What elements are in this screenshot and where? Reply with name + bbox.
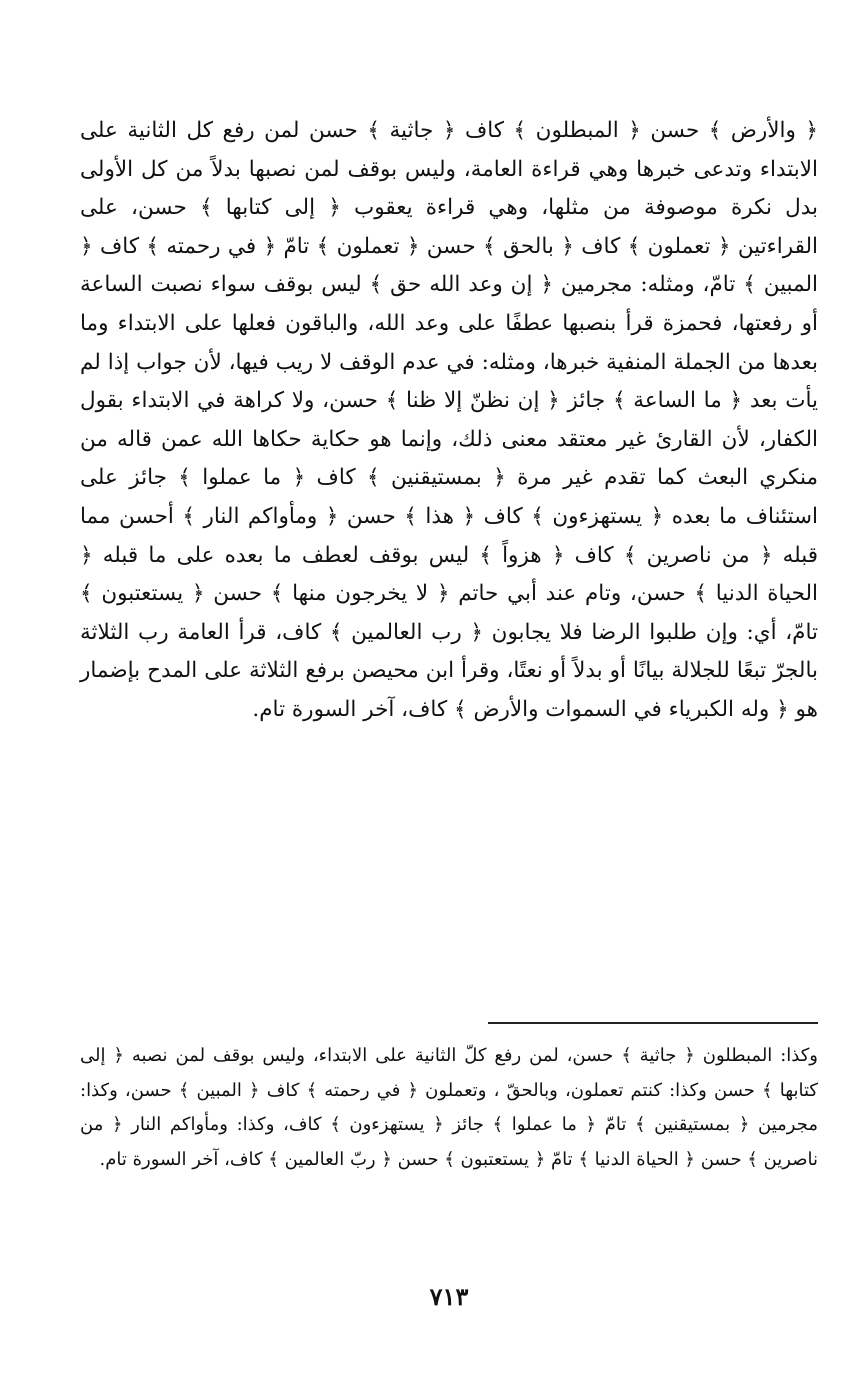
footnote-text: وكذا: المبطلون ﴿ جاثية ﴾ حسن، لمن رفع كلّ الثانية على الابتداء، وليس بوقف لمن نصبه ﴿ إلى كتابها ﴾ حسن وكذا: كنتم تعملون، وبالحقّ ، وتعملون ﴿ في رحمته ﴾ كاف ﴿ المبين ﴾ حسن، وكذا: مجرمين ﴿ بمستيقنين ﴾ تامّ ﴿ ما عملوا ﴾ جائز ﴿ يستهزءون ﴾ كاف، وكذا: ومأواكم النار ﴿ من ناصرين ﴾ حسن ﴿ الحياة الدنيا ﴾ تامّ ﴿ يستعتبون ﴾ حسن ﴿ ربّ العالمين ﴾ كاف، آخر السورة تام. bbox=[80, 1045, 818, 1170]
book-page bbox=[80, 112, 818, 1352]
footnote-separator bbox=[488, 1022, 818, 1024]
main-body-text: ﴿ والأرض ﴾ حسن ﴿ المبطلون ﴾ كاف ﴿ جاثية ﴾ حسن لمن رفع كل الثانية على الابتداء وتدعى خبرها وهي قراءة العامة، وليس بوقف لمن نصبها بدلاً من كل الأولى بدل نكرة موصوفة من مثلها، وهي قراءة يعقوب ﴿ إلى كتابها ﴾ حسن، على القراءتين ﴿ تعملون ﴾ كاف ﴿ بالحق ﴾ حسن ﴿ تعملون ﴾ تامّ ﴿ في رحمته ﴾ كاف ﴿ المبين ﴾ تامّ، ومثله: مجرمين ﴿ إن وعد الله حق ﴾ ليس بوقف سواء نصبت الساعة أو رفعتها، فحمزة قرأ بنصبها عطفًا على وعد الله، والباقون فعلها على الابتداء وما بعدها من الجملة المنفية خبرها، ومثله: في عدم الوقف لا ريب فيها، لأن جواب إذا لم يأت بعد ﴿ ما الساعة ﴾ جائز ﴿ إن نظنّ إلا ظنا ﴾ حسن، ولا كراهة في الابتداء بقول الكفار، لأن القارئ غير معتقد معنى ذلك، وإنما هو حكاية حكاها الله عمن قاله من منكري البعث كما تقدم غير مرة ﴿ بمستيقنين ﴾ كاف ﴿ ما عملوا ﴾ جائز على استئناف ما بعده ﴿ يستهزءون ﴾ كاف ﴿ هذا ﴾ حسن ﴿ ومأواكم النار ﴾ أحسن مما قبله ﴿ من ناصرين ﴾ كاف ﴿ هزواً ﴾ ليس بوقف لعطف ما بعده على ما قبله ﴿ الحياة الدنيا ﴾ حسن، وتام عند أبي حاتم ﴿ لا يخرجون منها ﴾ حسن ﴿ يستعتبون ﴾ تامّ، أي: وإن طلبوا الرضا فلا يجابون ﴿ رب العالمين ﴾ كاف، قرأ العامة رب الثلاثة بالجرّ تبعًا للجلالة بيانًا أو بدلاً أو نعتًا، وقرأ ابن محيصن برفع الثلاثة على المدح بإضمار هو ﴿ وله الكبرياء في السموات والأرض ﴾ كاف، آخر السورة تام. bbox=[80, 118, 818, 722]
page-number: ٧١٣ bbox=[429, 1282, 469, 1311]
